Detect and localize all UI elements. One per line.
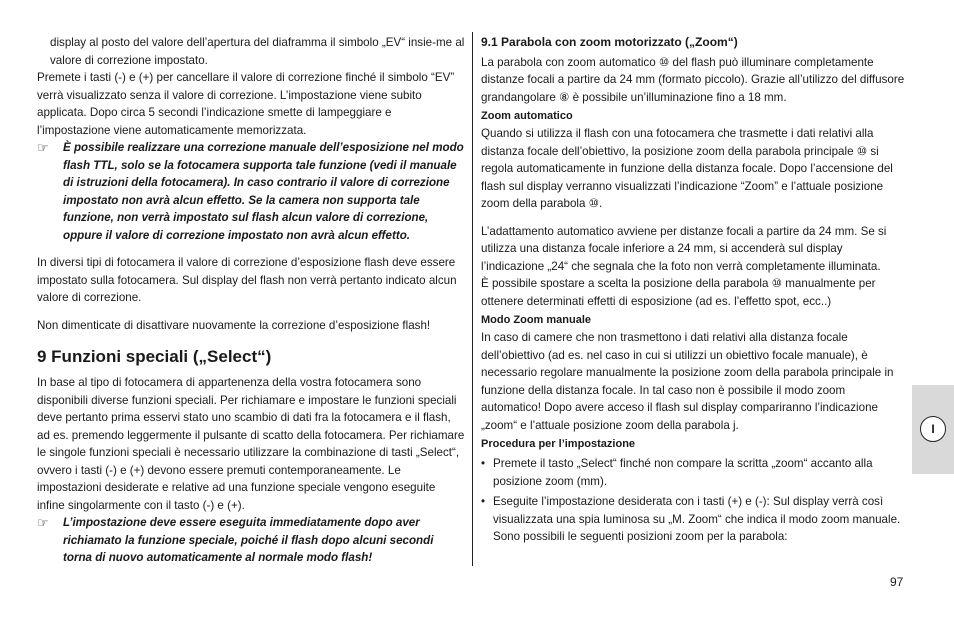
paragraph: La parabola con zoom automatico ⑩ del flash può illuminare completamente distanze focali a partire da 24 mm (formato piccolo). Grazie all’utilizzo del diffusore grandangolare ⑧ è possibile un’illuminazione fino a 18 mm. <box>481 55 905 104</box>
subsection-heading: 9.1 Parabola con zoom motorizzato („Zoom“) <box>481 35 738 49</box>
paragraph: Non dimenticate di disattivare nuovamente la correzione d’esposizione flash! <box>37 318 431 332</box>
paragraph: In diversi tipi di fotocamera il valore di correzione d’esposizione flash deve essere impostato sulla fotocamera. Sul display del flash non verrà pertanto indicato alcun valore di correzione. <box>37 256 457 304</box>
pointing-hand-icon: ☞ <box>37 515 49 530</box>
right-column <box>481 34 907 546</box>
language-badge: I <box>920 416 946 442</box>
paragraph: Quando si utilizza il flash con una fotocamera che trasmette i dati relativi alla distanza focale dell’obiettivo, la posizione zoom della parabola principale ⑩ si regola automaticamente in funzione della distanza focale. Dopo l’accensione del flash sul display verranno visualizzati l’indicazione “Zoom” e l’attuale posizione zoom della parabola ⑩. <box>481 127 893 210</box>
list-item-text: Premete il tasto „Select“ finché non compare la scritta „zoom“ accanto alla posizione zoom (mm). <box>493 457 873 488</box>
list-item <box>481 455 907 490</box>
sub-heading: Zoom automatico <box>481 110 573 122</box>
left-column <box>37 34 465 567</box>
column-divider <box>472 32 473 566</box>
section-heading: 9 Funzioni speciali („Select“) <box>37 347 272 366</box>
page-number: 97 <box>890 575 904 589</box>
bullet-icon: • <box>481 457 486 470</box>
paragraph: In base al tipo di fotocamera di appartenenza della vostra fotocamera sono disponibili diverse funzioni speciali. Per richiamare e impostare le funzioni speciali deve pertanto prima esservi stato uno scambio di dati fra la fotocamera e il flash, ad es. premendo leggermente il pulsante di scatto della fotocamera. Per richiamare le singole funzioni speciali è necessario utilizzare la combinazione di tasti „Select“, ovvero i tasti (-) e (+) devono essere premuti contemporaneamente. Le impostazioni desiderate e relative ad una funzione speciale vengono eseguite infine singolarmente con il tasto (-) e (+). <box>37 376 465 512</box>
sub-heading: Procedura per l’impostazione <box>481 438 636 450</box>
paragraph: In caso di camere che non trasmettono i dati relativi alla distanza focale dell’obiettivo (ad es. nel caso in cui si utilizzi un obiettivo focale manuale), è necessario regolare manualmente la posizione zoom della parabola principale in funzione della distanza focale. In tal caso non è possibile il modo zoom automatico! Dopo avere acceso il flash sul display compariranno l’indicazione „zoom“ e l’attuale posizione zoom della parabola j. <box>481 331 894 432</box>
list-item <box>481 493 907 546</box>
paragraph: Premete i tasti (-) e (+) per cancellare il valore di correzione finché il simbolo “EV” verrà visualizzato senza il valore di correzione. L’impostazione viene subito applicata. Dopo circa 5 secondi l’indicazione smette di lampeggiare e l’impostazione viene automaticamente memorizzata. <box>37 71 455 137</box>
paragraph: È possibile spostare a scelta la posizione della parabola ⑩ manualmente per ottenere determinati effetti di esposizione (ad es. l’effetto spot, ecc..) <box>481 277 876 308</box>
bullet-icon: • <box>481 495 486 508</box>
paragraph: L’adattamento automatico avviene per distanze focali a partire da 24 mm. Se si utilizza una distanza focale inferiore a 24 mm, si accenderà sul display l’indicazione „24“ che segnala che la foto non verrà completamente illuminata. <box>481 224 887 273</box>
bullet-list <box>481 455 907 546</box>
language-tab <box>912 385 954 474</box>
pointing-hand-icon: ☞ <box>37 140 49 155</box>
sub-heading: Modo Zoom manuale <box>481 314 591 326</box>
note-text: È possibile realizzare una correzione manuale dell’esposizione nel modo flash TTL, solo se la fotocamera supporta tale funzione (vedi il manuale di istruzioni della fotocamera). In caso contrario il valore di correzione impostato non avrà alcun effetto. Se la camera non supporta tale funzione, non verrà impostato sul flash alcun valore di correzione, oppure il valore di correzione impostato non avrà alcun effetto. <box>63 141 464 242</box>
list-item-text: Eseguite l’impostazione desiderata con i tasti (+) e (-): Sul display verrà così visualizzata una spia luminosa su „M. Zoom“ che indica il modo zoom manuale. Sono possibili le seguenti posizioni zoom per la parabola: <box>493 495 901 543</box>
note-text: L’impostazione deve essere eseguita immediatamente dopo aver richiamato la funzione speciale, poiché il flash dopo alcuni secondi torna di nuovo automaticamente al normale modo flash! <box>63 516 434 564</box>
paragraph: display al posto del valore dell’apertura del diaframma il simbolo „EV“ insie-me al valore di correzione impostato. <box>50 36 465 67</box>
note-block <box>37 139 465 244</box>
note-block <box>37 514 465 567</box>
